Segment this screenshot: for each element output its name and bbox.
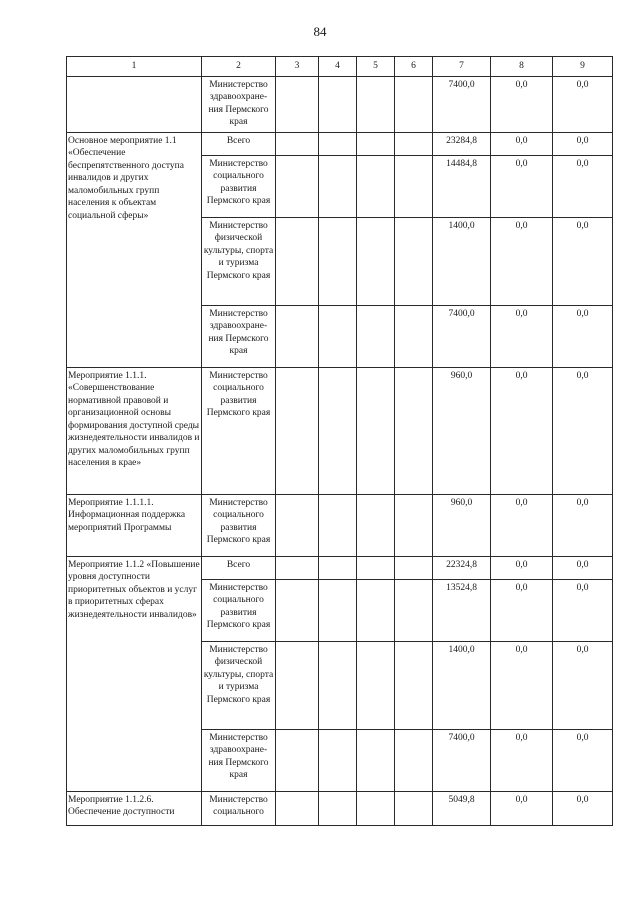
amount-cell: 23284,8 (433, 132, 491, 155)
executor-cell: Министерство социального (202, 791, 276, 825)
executor-cell: Министерство физической культуры, спорта и туризма Пермского края (202, 641, 276, 729)
amount-cell: 0,0 (491, 367, 553, 494)
amount-cell: 5049,8 (433, 791, 491, 825)
empty-cell (395, 494, 433, 556)
empty-cell (395, 791, 433, 825)
amount-cell: 0,0 (553, 217, 613, 305)
executor-cell: Министерство физической культуры, спорта и туризма Пермского края (202, 217, 276, 305)
empty-cell (395, 367, 433, 494)
executor-cell: Министерство здравоохране-ния Пермского края (202, 76, 276, 132)
column-header: 2 (202, 57, 276, 77)
column-header: 6 (395, 57, 433, 77)
empty-cell (357, 76, 395, 132)
measure-name-cell: Мероприятие 1.1.1.1. Информационная поддержка мероприятий Программы (67, 494, 202, 556)
executor-cell: Всего (202, 132, 276, 155)
empty-cell (319, 155, 357, 217)
empty-cell (276, 367, 319, 494)
empty-cell (319, 217, 357, 305)
empty-cell (395, 155, 433, 217)
executor-cell: Министерство здравоохране-ния Пермского края (202, 729, 276, 791)
empty-cell (319, 641, 357, 729)
amount-cell: 0,0 (491, 76, 553, 132)
amount-cell: 0,0 (553, 579, 613, 641)
empty-cell (276, 556, 319, 579)
amount-cell: 0,0 (491, 494, 553, 556)
measure-name-cell: Мероприятие 1.1.2 «Повышение уровня доступности приоритетных объектов и услуг в приоритетных сферах жизнедеятельности инвалидов» (67, 556, 202, 791)
empty-cell (357, 494, 395, 556)
column-header: 7 (433, 57, 491, 77)
column-header: 8 (491, 57, 553, 77)
empty-cell (357, 579, 395, 641)
amount-cell: 1400,0 (433, 217, 491, 305)
empty-cell (395, 641, 433, 729)
executor-cell: Министерство социального развития Пермского края (202, 367, 276, 494)
empty-cell (357, 155, 395, 217)
amount-cell: 7400,0 (433, 76, 491, 132)
column-header: 4 (319, 57, 357, 77)
empty-cell (319, 76, 357, 132)
table-row (67, 494, 613, 556)
amount-cell: 0,0 (553, 367, 613, 494)
executor-cell: Министерство здравоохране-ния Пермского края (202, 305, 276, 367)
amount-cell: 0,0 (553, 494, 613, 556)
amount-cell: 0,0 (491, 791, 553, 825)
amount-cell: 0,0 (491, 217, 553, 305)
column-header: 1 (67, 57, 202, 77)
empty-cell (276, 791, 319, 825)
table-row (67, 76, 613, 132)
amount-cell: 22324,8 (433, 556, 491, 579)
amount-cell: 0,0 (553, 305, 613, 367)
table-row (67, 791, 613, 825)
column-header: 3 (276, 57, 319, 77)
empty-cell (395, 132, 433, 155)
table-row (67, 132, 613, 155)
empty-cell (276, 217, 319, 305)
table-header-row (67, 57, 613, 77)
empty-cell (357, 556, 395, 579)
empty-cell (319, 367, 357, 494)
column-header: 9 (553, 57, 613, 77)
amount-cell: 0,0 (553, 155, 613, 217)
amount-cell: 0,0 (491, 132, 553, 155)
measure-name-cell: Мероприятие 1.1.1. «Совершенствование нормативной правовой и организационной основы формирования доступной среды жизнедеятельности инвалидов и других маломобильных групп населения в крае» (67, 367, 202, 494)
empty-cell (357, 305, 395, 367)
empty-cell (319, 729, 357, 791)
page-number: 84 (313, 24, 327, 39)
amount-cell: 0,0 (553, 729, 613, 791)
amount-cell: 0,0 (491, 556, 553, 579)
empty-cell (319, 132, 357, 155)
empty-cell (395, 556, 433, 579)
measure-name-cell: Основное мероприятие 1.1 «Обеспечение беспрепятственного доступа инвалидов и других маломобильных групп населения к объектам социальной сферы» (67, 132, 202, 367)
amount-cell: 7400,0 (433, 729, 491, 791)
empty-cell (357, 132, 395, 155)
executor-cell: Министерство социального развития Пермского края (202, 155, 276, 217)
empty-cell (319, 556, 357, 579)
empty-cell (276, 132, 319, 155)
empty-cell (357, 641, 395, 729)
column-header: 5 (357, 57, 395, 77)
empty-cell (319, 305, 357, 367)
empty-cell (357, 367, 395, 494)
amount-cell: 0,0 (553, 132, 613, 155)
amount-cell: 0,0 (553, 791, 613, 825)
executor-cell: Всего (202, 556, 276, 579)
empty-cell (276, 579, 319, 641)
amount-cell: 13524,8 (433, 579, 491, 641)
amount-cell: 960,0 (433, 494, 491, 556)
empty-cell (276, 305, 319, 367)
table-row (67, 556, 613, 579)
table-row (67, 367, 613, 494)
amount-cell: 0,0 (491, 305, 553, 367)
empty-cell (357, 729, 395, 791)
amount-cell: 960,0 (433, 367, 491, 494)
amount-cell: 0,0 (491, 641, 553, 729)
measure-name-cell: Мероприятие 1.1.2.6. Обеспечение доступности (67, 791, 202, 825)
empty-cell (276, 494, 319, 556)
empty-cell (276, 155, 319, 217)
empty-cell (357, 217, 395, 305)
amount-cell: 0,0 (553, 641, 613, 729)
amount-cell: 7400,0 (433, 305, 491, 367)
amount-cell: 0,0 (553, 76, 613, 132)
amount-cell: 0,0 (491, 155, 553, 217)
measure-name-cell (67, 76, 202, 132)
empty-cell (357, 791, 395, 825)
empty-cell (276, 76, 319, 132)
executor-cell: Министерство социального развития Пермского края (202, 579, 276, 641)
amount-cell: 0,0 (553, 556, 613, 579)
amount-cell: 0,0 (491, 579, 553, 641)
empty-cell (395, 217, 433, 305)
empty-cell (395, 76, 433, 132)
executor-cell: Министерство социального развития Пермского края (202, 494, 276, 556)
budget-table (66, 56, 613, 826)
empty-cell (395, 579, 433, 641)
empty-cell (319, 494, 357, 556)
empty-cell (319, 579, 357, 641)
empty-cell (395, 305, 433, 367)
amount-cell: 1400,0 (433, 641, 491, 729)
empty-cell (276, 641, 319, 729)
amount-cell: 0,0 (491, 729, 553, 791)
amount-cell: 14484,8 (433, 155, 491, 217)
empty-cell (276, 729, 319, 791)
empty-cell (395, 729, 433, 791)
empty-cell (319, 791, 357, 825)
